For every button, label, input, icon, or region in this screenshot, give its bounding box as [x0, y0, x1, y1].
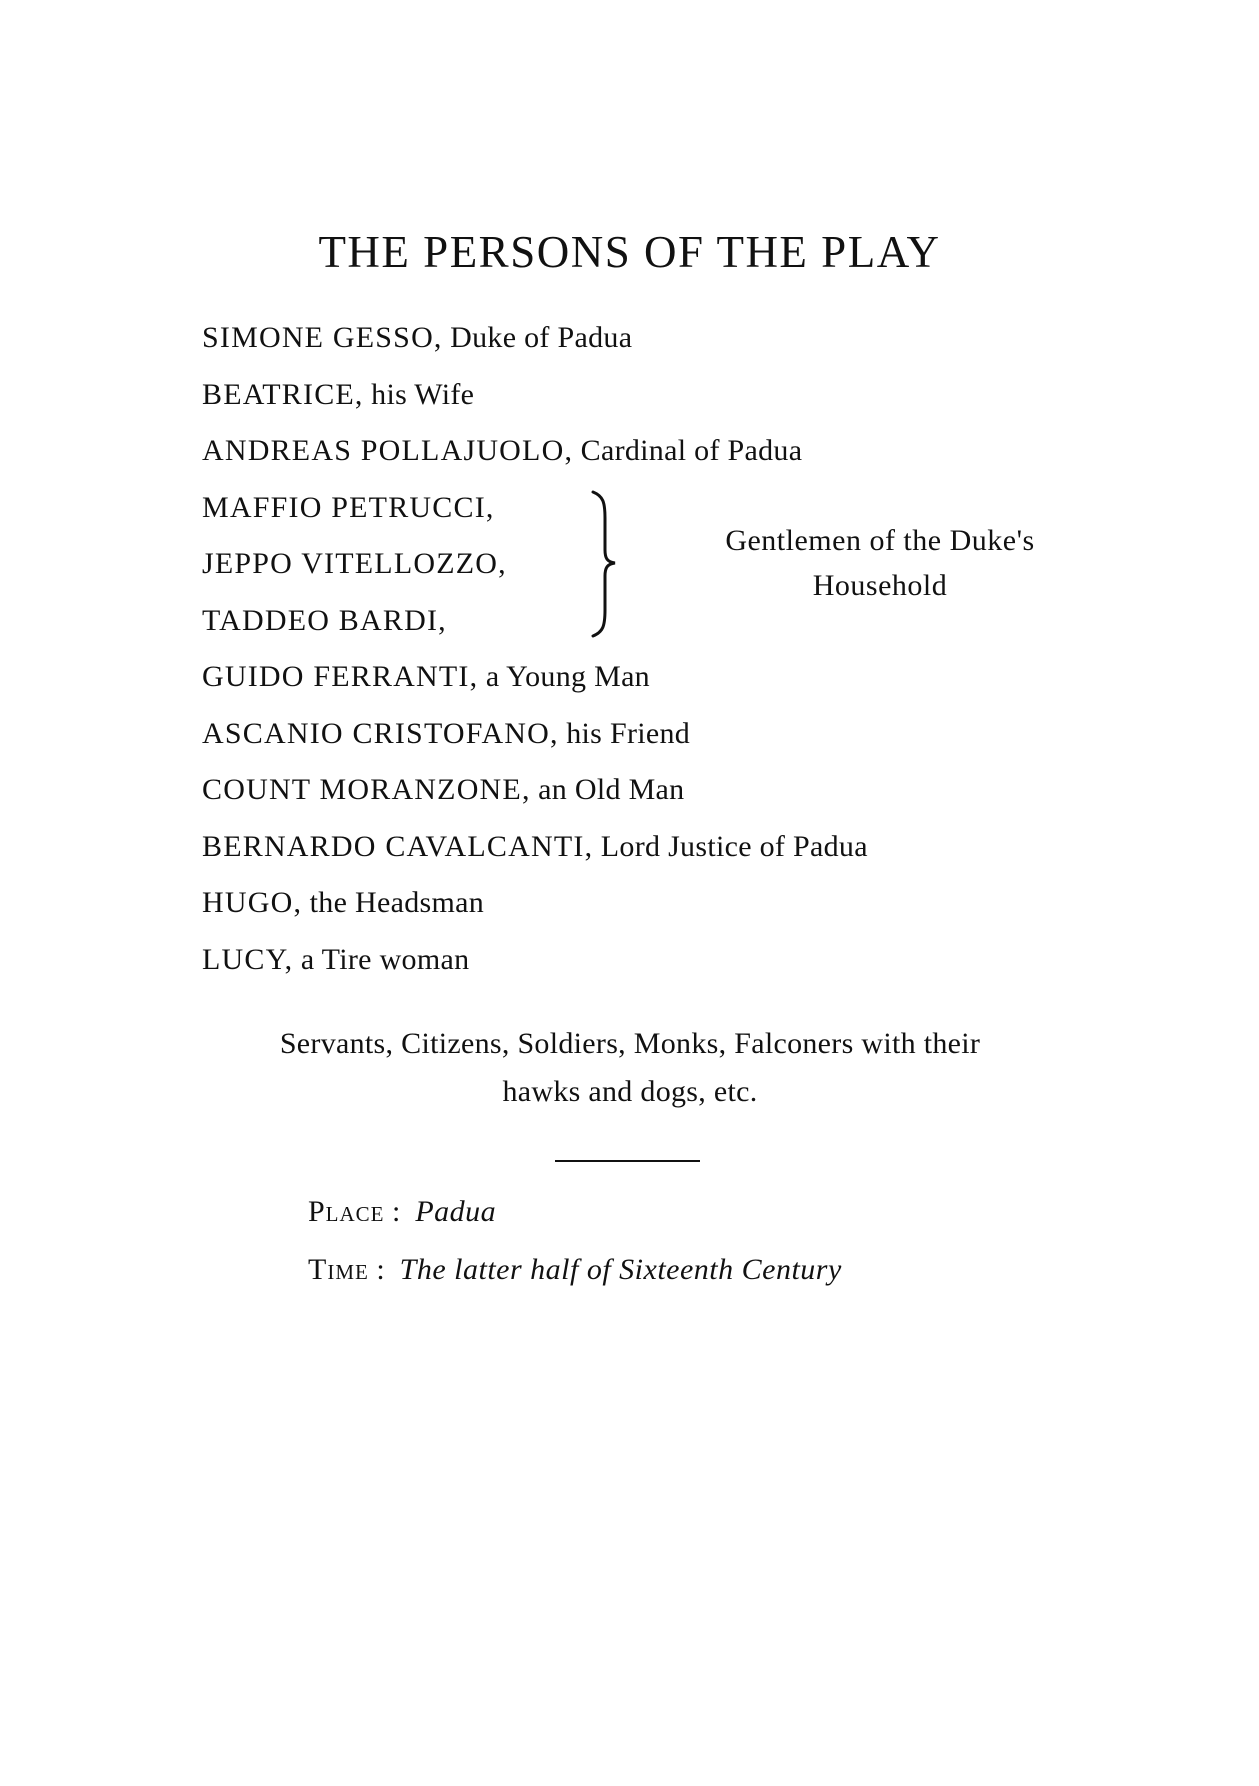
- cast-entry-lucy: [202, 932, 1102, 989]
- group-description: [650, 518, 1110, 608]
- extras-line: Servants, Citizens, Soldiers, Monks, Falconers with their: [279, 1027, 981, 1060]
- group-description-line: Household: [812, 568, 948, 602]
- character-name: TADDEO BARDI,: [202, 603, 447, 637]
- place-label: Place: [308, 1195, 385, 1228]
- character-name: ASCANIO CRISTOFANO,: [202, 716, 559, 750]
- character-name: MAFFIO PETRUCCI,: [202, 490, 495, 524]
- character-name: BERNARDO CAVALCANTI,: [202, 829, 594, 863]
- gentlemen-group: [202, 480, 1102, 650]
- character-description: Duke of Padua: [450, 321, 633, 354]
- character-description: an Old Man: [538, 773, 685, 806]
- character-name: JEPPO VITELLOZZO,: [202, 547, 507, 580]
- cast-entry-count-moranzone: [202, 762, 1102, 819]
- place-line: Place : Padua: [308, 1195, 497, 1228]
- place-value: Padua: [415, 1195, 497, 1228]
- extras-line: hawks and dogs, etc.: [502, 1075, 758, 1108]
- character-name: SIMONE GESSO,: [202, 321, 443, 354]
- time-label: Time: [308, 1253, 369, 1286]
- character-description: Lord Justice of Padua: [600, 829, 868, 863]
- character-description: a Tire woman: [300, 942, 470, 976]
- page-title: THE PERSONS OF THE PLAY: [318, 227, 941, 277]
- character-name: ANDREAS POLLAJUOLO,: [202, 434, 574, 467]
- character-name: GUIDO FERRANTI,: [202, 660, 479, 693]
- cast-entry-guido-ferranti: [202, 649, 1102, 706]
- time-value: The latter half of Sixteenth Century: [399, 1253, 842, 1286]
- curly-brace: [587, 488, 627, 638]
- character-name: BEATRICE,: [202, 377, 364, 411]
- cast-entry-beatrice: [202, 367, 1102, 424]
- character-description: his Friend: [566, 716, 691, 750]
- character-name: COUNT MORANZONE,: [202, 773, 531, 806]
- cast-entry-simone-gesso: [202, 310, 1102, 367]
- cast-entry-bernardo-cavalcanti: [202, 819, 1102, 876]
- cast-entry-ascanio-cristofano: [202, 706, 1102, 763]
- extras-note: [150, 1020, 1110, 1116]
- horizontal-rule: [555, 1160, 700, 1162]
- character-name: LUCY,: [202, 942, 294, 976]
- character-name: HUGO,: [202, 886, 303, 919]
- character-description: the Headsman: [309, 886, 485, 919]
- setting-block: [308, 1183, 842, 1299]
- cast-entry-hugo: [202, 875, 1102, 932]
- group-description-line: Gentlemen of the Duke's: [725, 523, 1035, 557]
- character-description: his Wife: [371, 377, 475, 411]
- character-description: a Young Man: [485, 660, 650, 693]
- cast-list: [202, 310, 1102, 988]
- cast-entry-andreas-pollajuolo: [202, 423, 1102, 480]
- time-line: Time : The latter half of Sixteenth Century: [308, 1253, 842, 1286]
- character-description: Cardinal of Padua: [580, 434, 803, 467]
